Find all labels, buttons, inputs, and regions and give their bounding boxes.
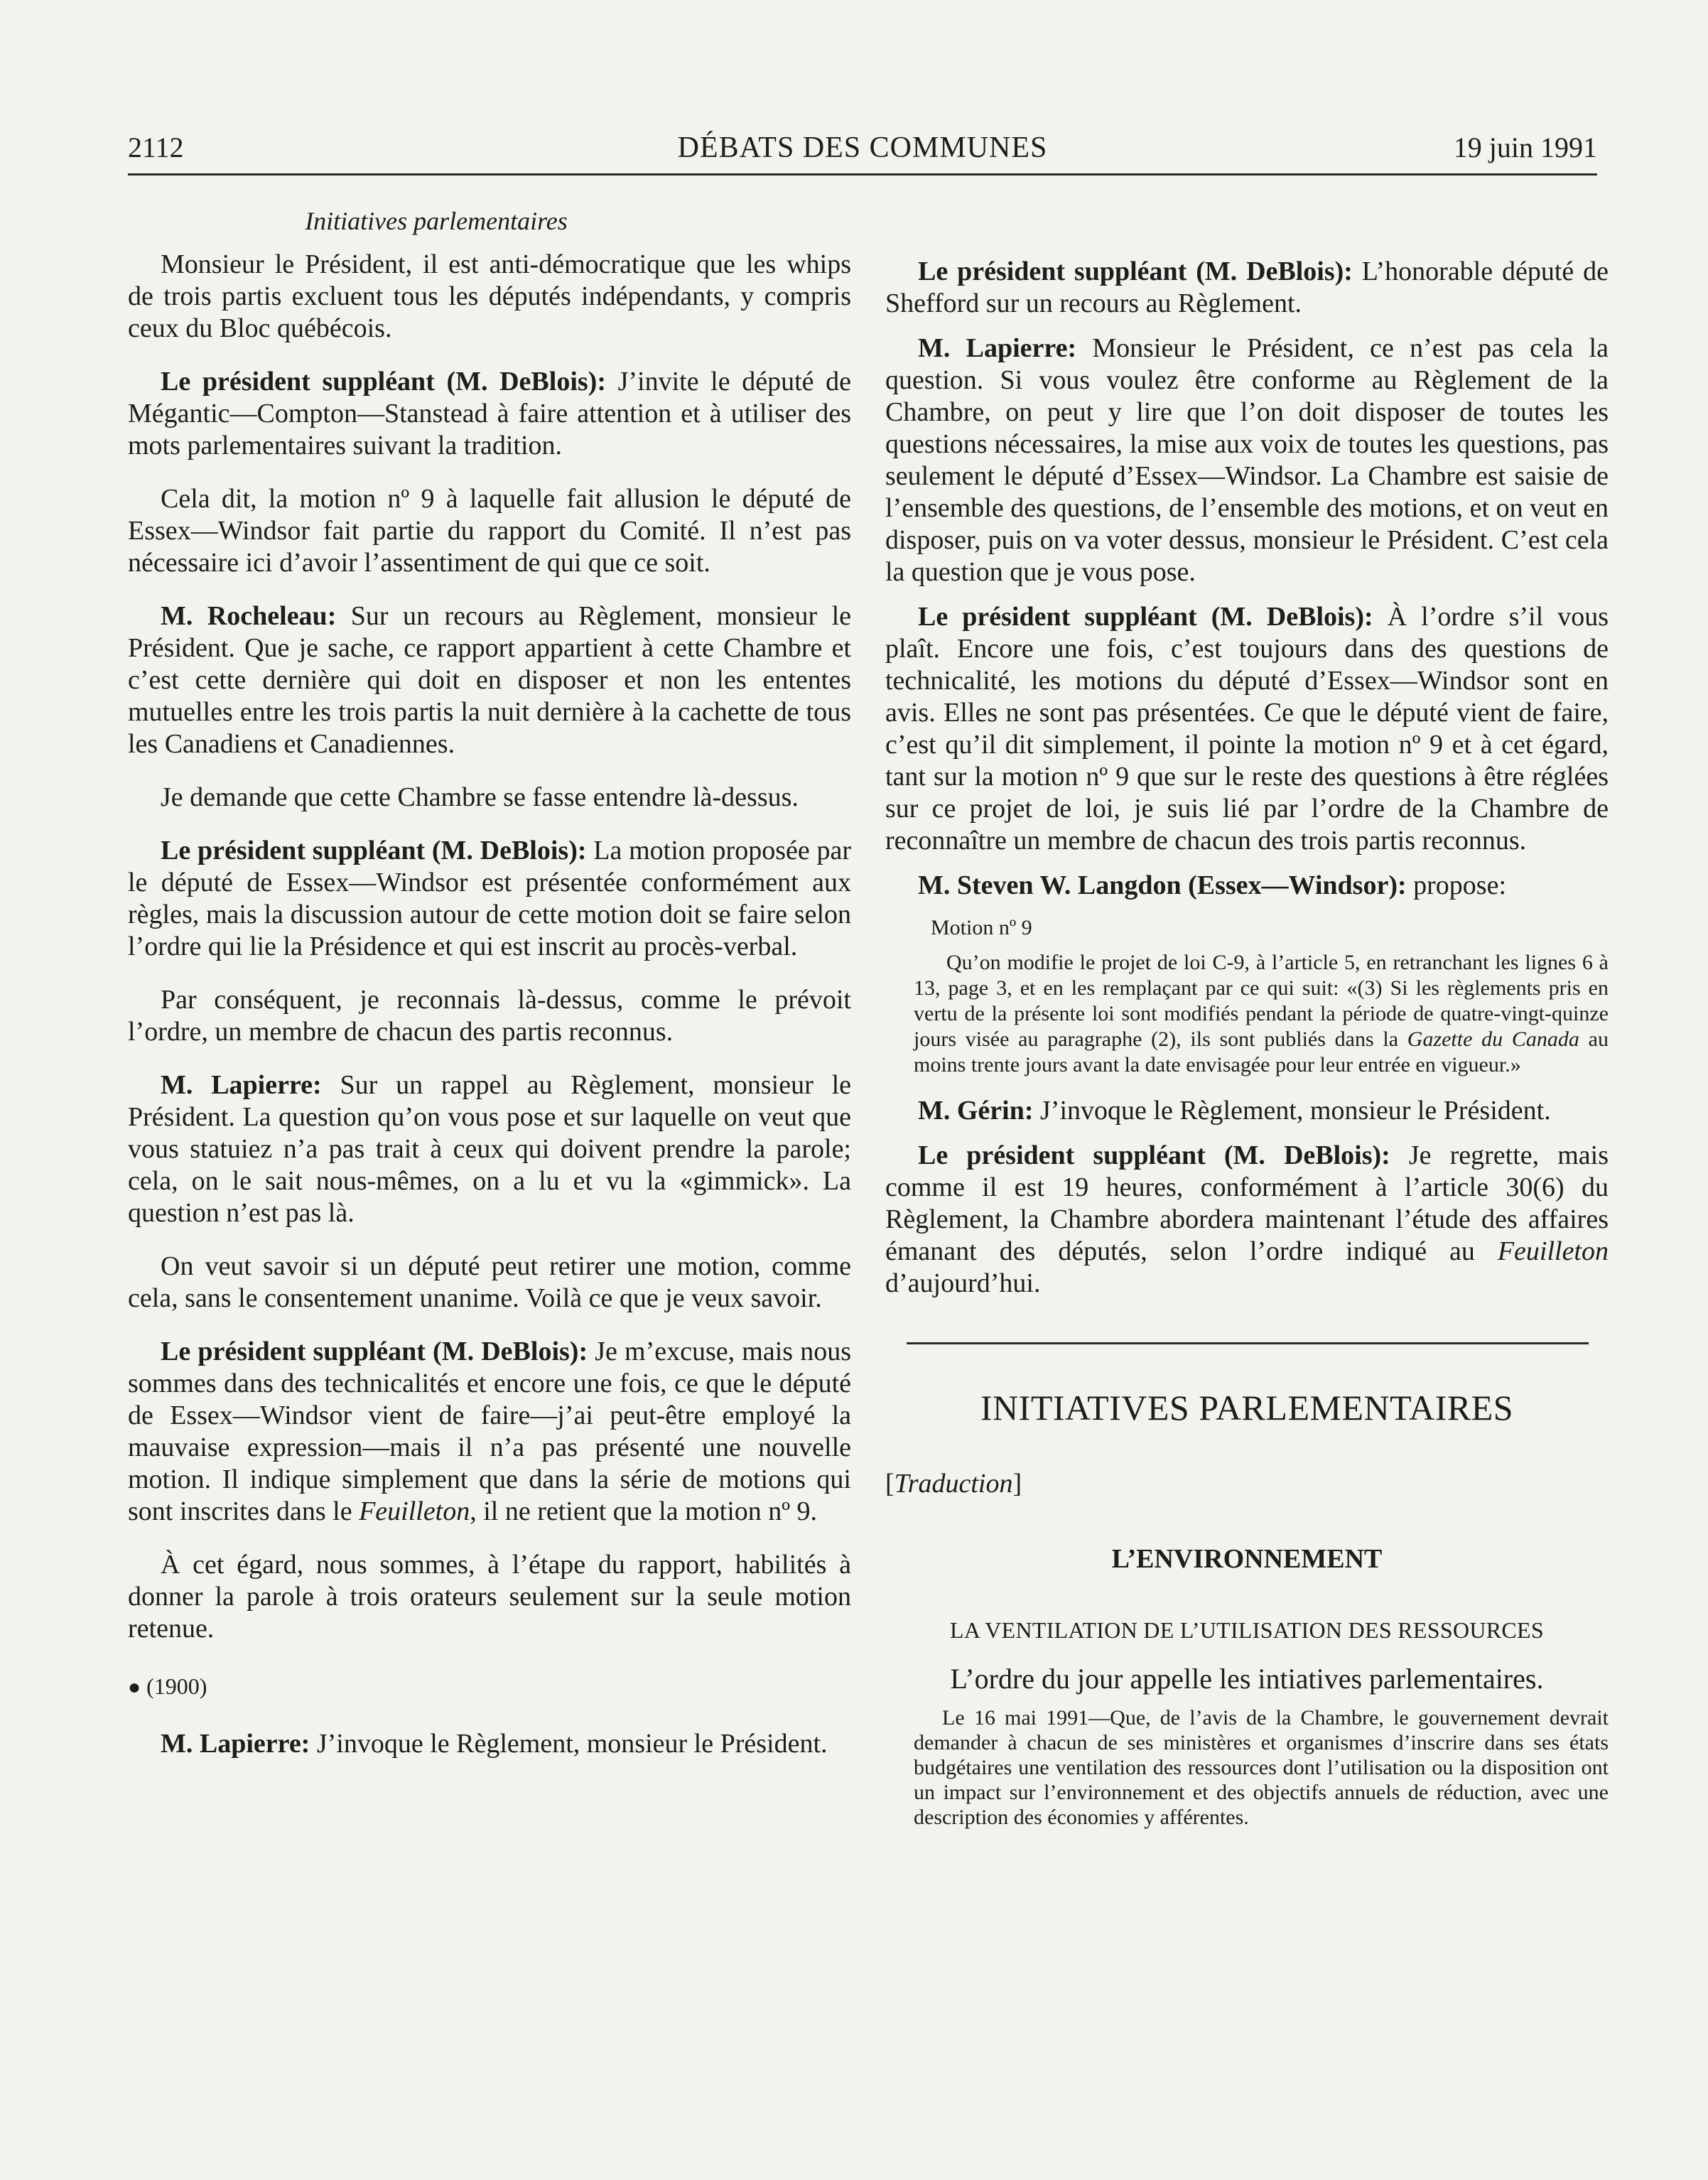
motion-text-part: au moins trente jours avant la date envisagée pour leur entrée en vigueur.» (914, 1027, 1609, 1076)
paragraph: Par conséquent, je reconnais là-dessus, comme le prévoit l’ordre, un membre de chacun des partis reconnus. (128, 985, 851, 1047)
speaker-name: Le président suppléant (M. DeBlois): (918, 257, 1353, 286)
section-title: INITIATIVES PARLEMENTAIRES (980, 1388, 1514, 1428)
page-header (128, 131, 1597, 176)
speech-text: Sur un recours au Règlement, monsieur le Président. Que je sache, ce rapport appartient à cette Chambre et c’est cette dernière qui doit en disposer et non les ententes mutuelles entre les trois partis la nuit dernière à la cachette de tous les Canadiens et Canadiennes. (128, 601, 851, 759)
speech-text: J’invite le député de Mégantic—Compton—Stanstead à faire attention et à utiliser des mots parlementaires suivant la tradition. (128, 367, 851, 460)
page-date: 19 juin 1991 (1453, 131, 1597, 163)
paragraph: Cela dit, la motion nº 9 à laquelle fait allusion le député de Essex—Windsor fait partie du rapport du Comité. Il n’est pas nécessaire ici d’avoir l’assentiment de qui que ce soit. (128, 484, 851, 578)
bracket-close: ] (1012, 1469, 1022, 1499)
speaker-name: M. Lapierre: (161, 1729, 310, 1759)
motion-text (914, 950, 1609, 1078)
speech-paragraph (885, 333, 1609, 588)
time-marker (128, 1673, 851, 1700)
italic-feuilleton: Feuilleton (359, 1496, 470, 1526)
subject-subheading: LA VENTILATION DE L’UTILISATION DES RESSOURCES (949, 1617, 1545, 1643)
speech-paragraph (128, 366, 851, 462)
speech-paragraph (885, 1140, 1609, 1300)
speaker-name: M. Rocheleau: (161, 601, 337, 631)
speech-text: L’honorable député de Shefford sur un recours au Règlement. (885, 257, 1609, 318)
paragraph: On veut savoir si un député peut retirer une motion, comme cela, sans le consentement unanime. Voilà ce que je veux savoir. (128, 1251, 851, 1313)
italic-feuilleton: Feuilleton (1497, 1236, 1609, 1266)
speech-text: J’invoque le Règlement, monsieur le Président. (310, 1729, 828, 1759)
subject-heading: L’ENVIRONNEMENT (1111, 1544, 1383, 1574)
translation-word: Traduction (894, 1469, 1013, 1499)
section-divider (907, 1342, 1589, 1344)
running-head: Initiatives parlementaires (305, 207, 568, 235)
speaker-name: M. Lapierre: (161, 1070, 322, 1100)
bracket-open: [ (885, 1469, 894, 1499)
speech-text: Je m’excuse, mais nous sommes dans des technicalités et encore une fois, ce que le député de Essex—Windsor vient de faire—j’ai peut-être employé la mauvaise expression—mais il n’a pas présenté une nouvelle motion. Il indique simplement que dans la série de motions qui sont inscrites dans le (128, 1337, 851, 1526)
speech-paragraph (128, 1728, 851, 1760)
publication-title: DÉBATS DES COMMUNES (677, 131, 1048, 164)
speech-text: J’invoque le Règlement, monsieur le Président. (1033, 1096, 1551, 1126)
paragraph: Monsieur le Président, il est anti-démocratique que les whips de trois partis excluent tous les députés indépendants, y compris ceux du Bloc québécois. (128, 249, 851, 343)
speaker-name: M. Steven W. Langdon (Essex—Windsor): (918, 870, 1407, 900)
speech-paragraph (128, 1069, 851, 1229)
motion-label: Motion nº 9 (931, 916, 1032, 939)
order-of-day: L’ordre du jour appelle les intiatives parlementaires. (950, 1663, 1544, 1695)
italic-gazette: Gazette du Canada (1407, 1027, 1579, 1051)
speech-paragraph (885, 256, 1609, 320)
speech-paragraph (128, 1336, 851, 1528)
speaker-name: M. Lapierre: (918, 333, 1077, 363)
speaker-name: Le président suppléant (M. DeBlois): (161, 836, 587, 865)
speech-text: Je regrette, mais comme il est 19 heures, conformément à l’article 30(6) du Règlement, la Chambre abordera maintenant l’étude des affaires émanant des députés, selon l’ordre indiqué au (885, 1140, 1609, 1266)
speech-paragraph (128, 835, 851, 963)
time-marker-text: (1900) (146, 1673, 207, 1699)
page-number: 2112 (128, 131, 184, 163)
speech-paragraph (885, 601, 1609, 857)
speech-paragraph (885, 1095, 1609, 1127)
bullet-icon: ● (128, 1676, 141, 1699)
speaker-name: Le président suppléant (M. DeBlois): (161, 1337, 588, 1366)
translation-note (885, 1468, 1609, 1499)
speaker-name: Le président suppléant (M. DeBlois): (161, 367, 606, 396)
speech-paragraph (885, 870, 1609, 902)
right-column (885, 256, 1609, 1830)
paragraph: Je demande que cette Chambre se fasse entendre là-dessus. (161, 782, 799, 812)
paragraph: À cet égard, nous sommes, à l’étape du rapport, habilités à donner la parole à trois orateurs seulement sur la seule motion retenue. (128, 1550, 851, 1644)
speech-text: propose: (1406, 870, 1507, 900)
speaker-name: Le président suppléant (M. DeBlois): (918, 602, 1373, 632)
speaker-name: M. Gérin: (918, 1096, 1034, 1126)
motion-text-part: Qu’on modifie le projet de loi C-9, à l’article 5, en retranchant les lignes 6 à 13, page 3, et en les remplaçant par ce qui suit: «(3) Si les règlements pris en vertu de la présente loi sont modifiés pendant la période de quatre-vingt-quinze jours visée au paragraphe (2), ils sont publiés dans la (914, 951, 1609, 1051)
motion-notice: Le 16 mai 1991—Que, de l’avis de la Chambre, le gouvernement devrait demander à chacun de ses ministères et organismes d’inscrire dans ses états budgétaires une ventilation des ressources dont l’utilisation ou la disposition ont un impact sur l’environnement et des objectifs annuels de réduction, avec une description des économies y afférentes. (914, 1706, 1609, 1829)
speaker-name: Le président suppléant (M. DeBlois): (918, 1140, 1390, 1170)
speech-text: Sur un rappel au Règlement, monsieur le Président. La question qu’on vous pose et sur laquelle on veut que vous statuiez n’a pas trait à ceux qui doivent prendre la parole; cela, on le sait nous-mêmes, on a lu et vu la «gimmick». La question n’est pas là. (128, 1070, 851, 1228)
speech-text: La motion proposée par le député de Essex—Windsor est présentée conformément aux règles, mais la discussion autour de cette motion doit se faire selon l’ordre qui lie la Présidence et qui est inscrit au procès-verbal. (128, 836, 852, 961)
speech-paragraph (128, 600, 851, 760)
speech-text: Monsieur le Président, ce n’est pas cela la question. Si vous voulez être conforme au Règlement de la Chambre, on peut y lire que l’on doit disposer de toutes les questions nécessaires, la mise aux voix de toutes les questions, pas seulement le député d’Essex—Windsor. La Chambre est saisie de l’ensemble des questions, de l’ensemble des motions, et on veut en disposer, puis on va voter dessus, monsieur le Président. C’est cela la question que je vous pose. (885, 333, 1609, 587)
speech-text: À l’ordre s’il vous plaît. Encore une fois, c’est toujours dans des questions de technicalité, les motions du député d’Essex—Windsor sont en avis. Elles ne sont pas présentées. Ce que le député vient de faire, c’est qu’il dit simplement, il pointe la motion nº 9 et à cet égard, tant sur la motion nº 9 que sur le reste des questions à être réglées sur ce projet de loi, je suis lié par l’ordre de la Chambre de reconnaître un membre de chacun des trois partis reconnus. (885, 602, 1609, 856)
left-column (128, 206, 851, 1781)
speech-text: , il ne retient que la motion nº 9. (470, 1496, 818, 1526)
speech-text: d’aujourd’hui. (885, 1268, 1041, 1298)
